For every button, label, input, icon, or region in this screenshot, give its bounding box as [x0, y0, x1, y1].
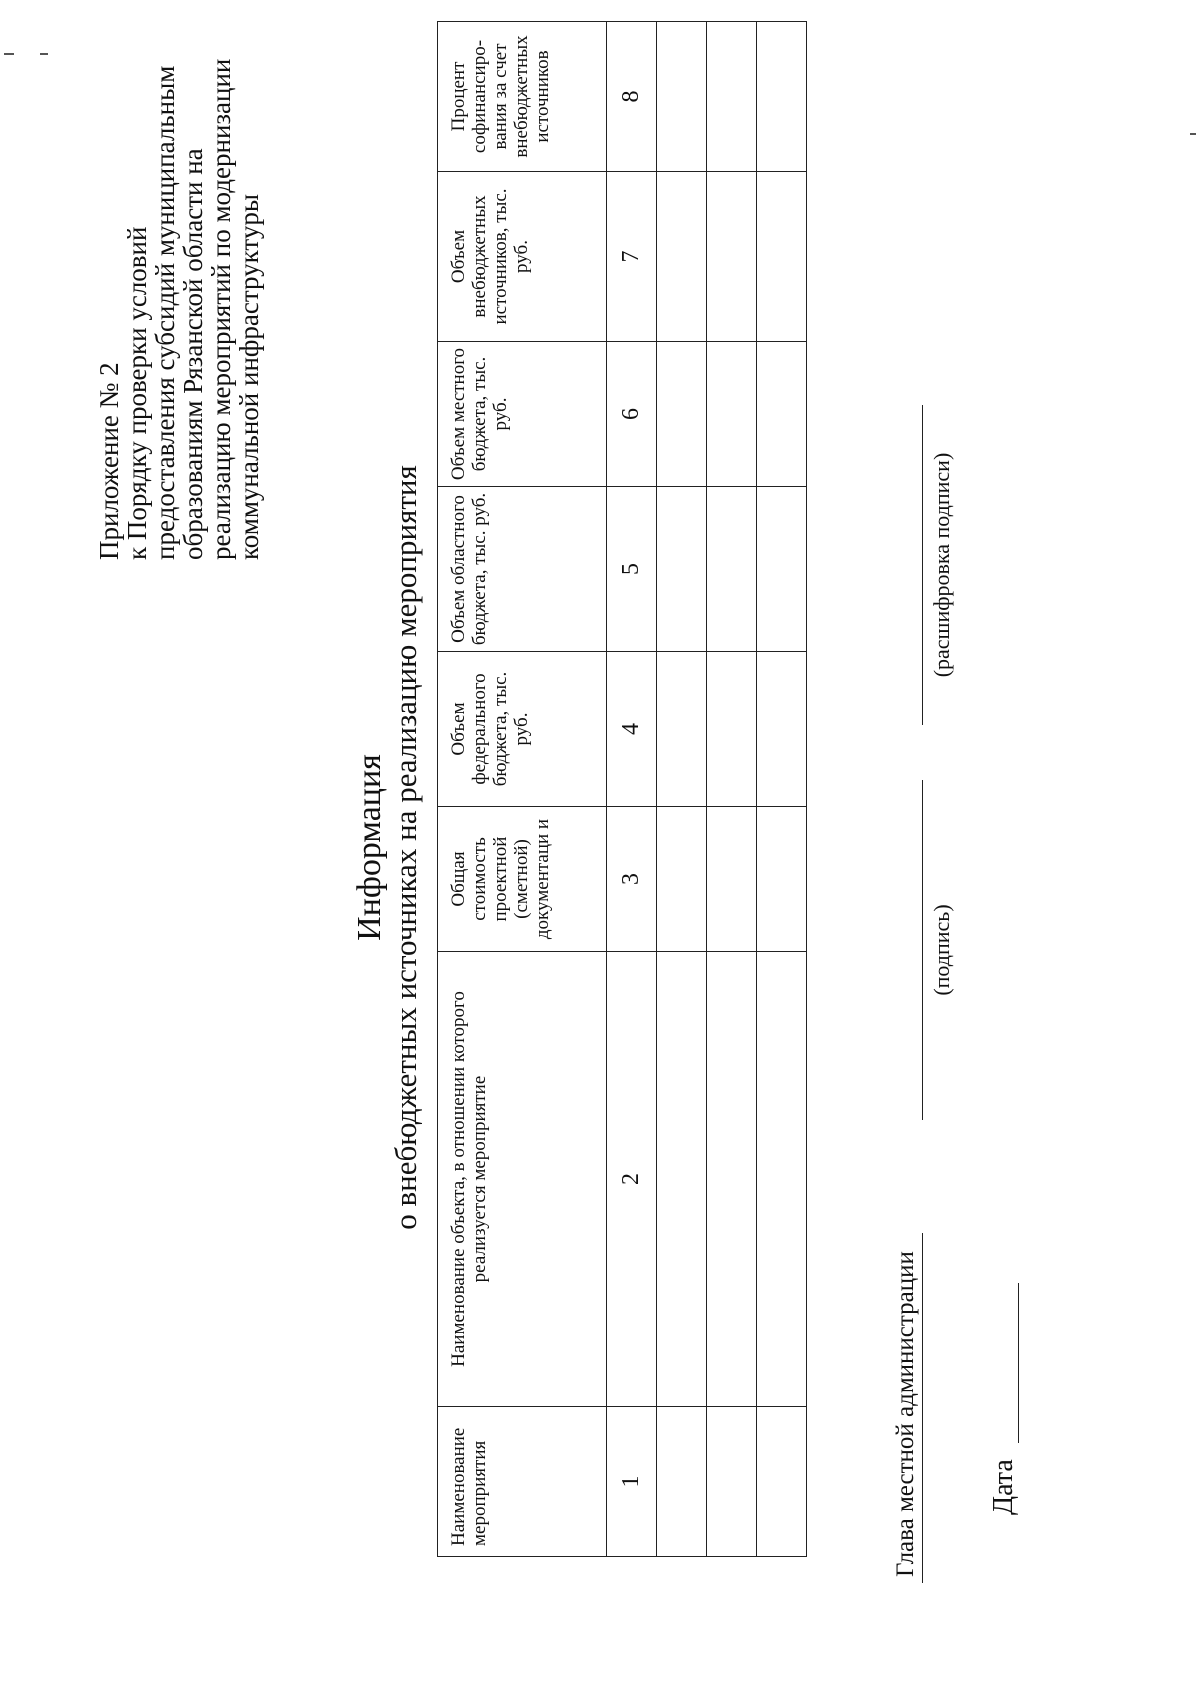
column-number: 1 [607, 1407, 657, 1557]
table-cell [707, 652, 757, 807]
column-number: 5 [607, 487, 657, 652]
column-number: 8 [607, 22, 657, 172]
funding-sources-table [437, 21, 807, 1557]
column-number: 7 [607, 172, 657, 342]
table-cell [757, 1407, 807, 1557]
table-cell [657, 1407, 707, 1557]
table-cell [757, 807, 807, 952]
header-cell: Объем федерального бюджета, тыс. руб. [438, 652, 607, 807]
table-cell [757, 652, 807, 807]
table-cell [757, 342, 807, 487]
table-row [707, 22, 757, 1557]
header-cell: Процент софинансиро-вания за счет внебюджетных источников [438, 22, 607, 172]
appendix-note [95, 40, 263, 560]
appendix-line: предоставления субсидий муниципальным [150, 65, 180, 560]
head-of-administration-label: Глава местной администрации [892, 1251, 919, 1577]
signature-line [922, 780, 923, 1120]
signature-caption: (подпись) [929, 904, 954, 996]
header-cell: Наименование мероприятия [438, 1407, 607, 1557]
signature-decoding-caption: (расшифровка подписи) [929, 452, 954, 678]
table-cell [757, 22, 807, 172]
table-cell [707, 952, 757, 1407]
date-label: Дата [988, 1459, 1019, 1515]
table-cell [707, 487, 757, 652]
table-row [757, 22, 807, 1557]
appendix-line: Приложение № 2 [94, 362, 124, 560]
document-title: Информация [351, 754, 388, 941]
signature-decoding-line [922, 405, 923, 725]
head-label-underline [922, 1233, 923, 1583]
column-number: 3 [607, 807, 657, 952]
column-number: 4 [607, 652, 657, 807]
table-cell [757, 487, 807, 652]
table-cell [657, 952, 707, 1407]
table-header-row [438, 22, 607, 1557]
table-cell [757, 172, 807, 342]
header-cell: Объем областного бюджета, тыс. руб. [438, 487, 607, 652]
column-number: 2 [607, 952, 657, 1407]
title-block [352, 0, 424, 1695]
scan-edge-mark [4, 53, 14, 55]
table-cell [707, 1407, 757, 1557]
scan-edge-mark [1190, 133, 1196, 135]
column-number: 6 [607, 342, 657, 487]
header-cell: Объем внебюджетных источников, тыс. руб. [438, 172, 607, 342]
table-cell [707, 807, 757, 952]
table-cell [657, 172, 707, 342]
appendix-line: образованиям Рязанской области на [178, 148, 208, 560]
table-cell [707, 342, 757, 487]
appendix-line: коммунальной инфраструктуры [234, 194, 264, 560]
appendix-line: к Порядку проверки условий [122, 226, 152, 560]
table-cell [657, 22, 707, 172]
table-cell [657, 342, 707, 487]
table-cell [657, 487, 707, 652]
header-cell: Объем местного бюджета, тыс. руб. [438, 342, 607, 487]
table-cell [707, 22, 757, 172]
date-line [1018, 1283, 1019, 1443]
table-row [607, 22, 657, 1557]
document-subtitle: о внебюджетных источниках на реализацию мероприятия [388, 465, 423, 1230]
header-cell: Общая стоимость проектной (сметной) документаци и [438, 807, 607, 952]
table-cell [657, 652, 707, 807]
table-cell [757, 952, 807, 1407]
scan-edge-mark [40, 53, 48, 55]
table-cell [707, 172, 757, 342]
table-cell [657, 807, 707, 952]
appendix-line: реализацию мероприятий по модернизации [206, 58, 236, 560]
table-row [657, 22, 707, 1557]
header-cell: Наименование объекта, в отношении которого реализуется мероприятие [438, 952, 607, 1407]
